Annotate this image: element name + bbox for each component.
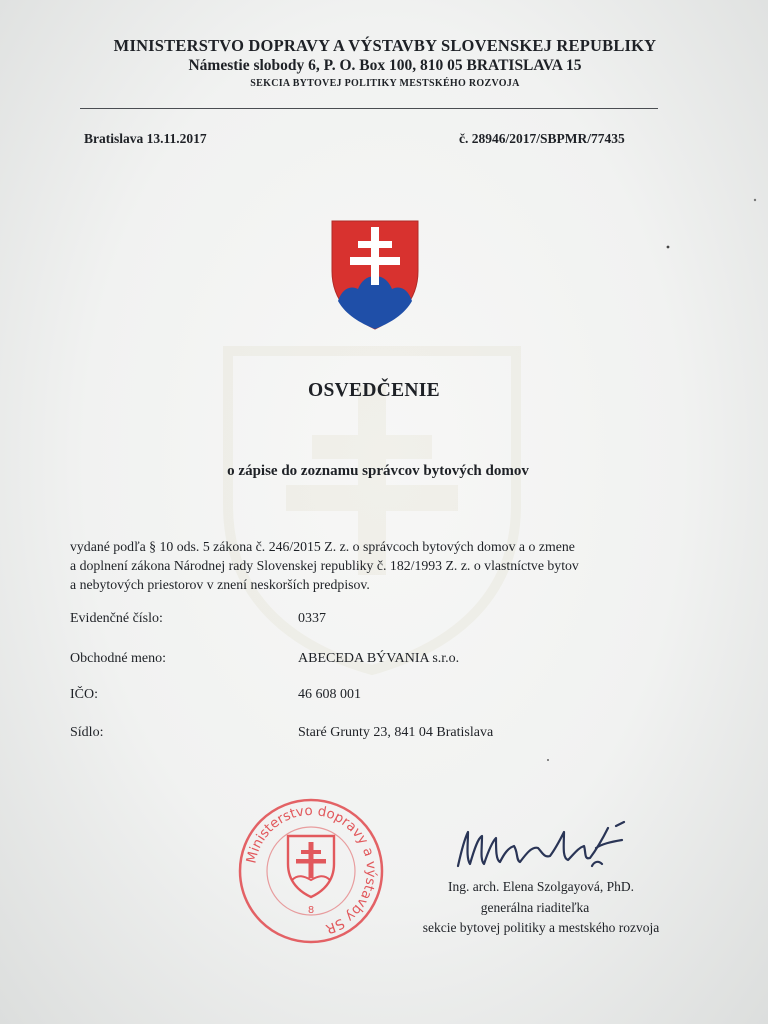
signatory-name: Ing. arch. Elena Szolgayová, PhD.: [448, 879, 634, 894]
legal-line: a doplnení zákona Národnej rady Slovenskej republiky č. 182/1993 Z. z. o vlastníctve bytov: [70, 558, 579, 573]
registered-office-label: Sídlo:: [70, 725, 104, 740]
document-subtitle: o zápise do zoznamu správcov bytových domov: [227, 463, 529, 479]
registration-number-label: Evidenčné číslo:: [70, 611, 163, 626]
signatory-department: sekcie bytovej politiky a mestského rozvoja: [422, 920, 660, 935]
stamp-text: Ministerstvo dopravy a výstavby SR: [243, 802, 380, 937]
signatory-role: generálna riaditeľka: [480, 900, 590, 915]
company-id-value: 46 608 001: [298, 687, 361, 702]
ministry-address: Námestie slobody 6, P. O. Box 100, 810 05 BRATISLAVA 15: [188, 57, 582, 74]
legal-line: vydané podľa § 10 ods. 5 zákona č. 246/2015 Z. z. o správcoch bytových domov a o zmene: [70, 539, 575, 554]
legal-line: a nebytových priestorov v znení neskorších predpisov.: [70, 577, 370, 592]
ministry-section: SEKCIA BYTOVEJ POLITIKY MESTSKÉHO ROZVOJA: [250, 78, 520, 89]
company-id-label: IČO:: [70, 687, 98, 702]
registered-office-value: Staré Grunty 23, 841 04 Bratislava: [298, 725, 494, 740]
ministry-name: MINISTERSTVO DOPRAVY A VÝSTAVBY SLOVENSKEJ REPUBLIKY: [113, 36, 657, 55]
document-title: OSVEDČENIE: [308, 380, 440, 401]
registration-number-value: 0337: [298, 611, 326, 626]
stamp-number: 8: [307, 905, 315, 916]
issue-date: Bratislava 13.11.2017: [84, 131, 207, 146]
company-name-label: Obchodné meno:: [70, 651, 167, 666]
company-name-value: ABECEDA BÝVANIA s.r.o.: [298, 651, 460, 666]
reference-number: č. 28946/2017/SBPMR/77435: [459, 131, 625, 146]
